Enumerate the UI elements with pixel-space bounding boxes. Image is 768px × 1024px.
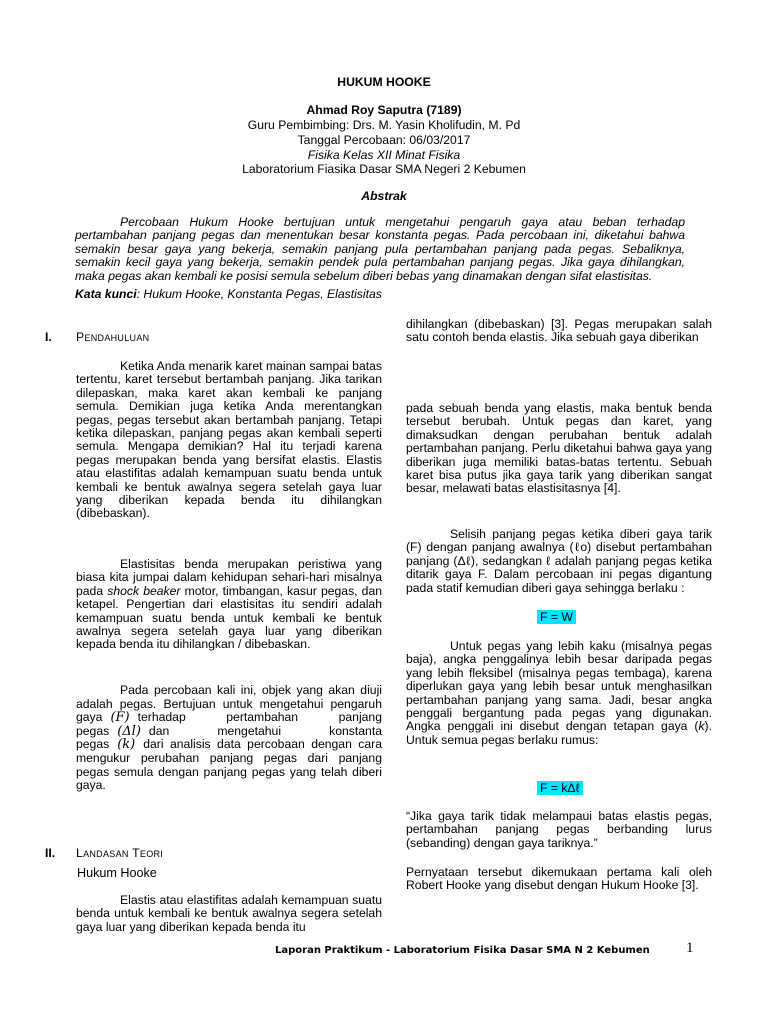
intro-p3-text-d: dari analisis data percobaan dengan cara mengukur perubahan panjang pegas dari panjang pegas semula dengan panjang pegas yang telah diberi gaya.: [76, 737, 382, 793]
keywords-line: [75, 288, 685, 301]
intro-paragraph-1: Ketika Anda menarik karet mainan sampai batas tertentu, karet tersebut bertambah panjang. Jika tarikan dilepaskan, maka karet akan kembali ke panjang semula. Demikian juga ketika Anda merentangkan pegas, pegas tersebut akan bertambah panjang. Tetapi ketika dilepaskan, panjang pegas akan kembali seperti semula. Mengapa demikian? Hal itu terjadi karena pegas merupakan benda yang bersifat elastis. Elastis atau elastifitas adalah kemampuan suatu benda untuk kembali ke bentuk awalnya segera setelah gaya luar yang diberikan kepada benda itu dihilangkan (dibebaskan).: [76, 359, 382, 521]
date-line: Tanggal Percobaan: 06/03/2017: [297, 133, 471, 147]
paper-title: HUKUM HOOKE: [337, 75, 431, 89]
equation-f-equals-w: [537, 610, 576, 624]
right-paragraph-3: Selisih panjang pegas ketika diberi gaya tarik (F) dengan panjang awalnya (ℓo) disebut pertambahan panjang (Δℓ), sedangkan ℓ adalah panjang pegas ketika ditarik gaya F. Dalam percobaan ini pegas digantung pada statif kemudian diberi gaya sehingga berlaku :: [406, 527, 712, 595]
intro-paragraph-2: [76, 558, 382, 652]
intro-paragraph-3: [76, 684, 382, 793]
hooke-quote: “Jika gaya tarik tidak melampaui batas elastis pegas, pertambahan panjang pegas berbanding lurus (sebanding) dengan gaya tariknya.”: [406, 809, 712, 850]
theory-paragraph-1: Elastis atau elastifitas adalah kemampuan suatu benda untuk kembali ke bentuk awalnya segera setelah gaya luar yang diberikan kepada benda itu: [76, 893, 382, 934]
intro-p2-text-a: Elastisitas benda merupakan peristiwa yang biasa kita jumpai dalam kehidupan sehari-hari misalnya pada: [76, 557, 382, 598]
symbol-delta-l: (Δl): [117, 723, 141, 739]
keywords-label: Kata kunci: [75, 287, 137, 301]
right-paragraph-5: Pernyataan tersebut dikemukaan pertama kali oleh Robert Hooke yang disebut dengan Hukum Hooke [3].: [406, 865, 712, 893]
keywords-text: : Hukum Hooke, Konstanta Pegas, Elastisitas: [136, 287, 382, 301]
symbol-k: (k): [117, 737, 136, 753]
symbol-force: (F): [110, 710, 130, 726]
intro-p3-text-c: dan mengetahui konstanta pegas: [76, 723, 382, 752]
section-1-title: Pendahuluan: [76, 330, 150, 344]
equation-hooke-law: [537, 781, 583, 795]
supervisor-line: Guru Pembimbing: Drs. M. Yasin Kholifudin, M. Pd: [247, 118, 521, 132]
abstract-heading: Abstrak: [361, 189, 407, 203]
right-paragraph-2: pada sebuah benda yang elastis, maka bentuk benda tersebut berubah. Untuk pegas dan karet, yang dimaksudkan dengan perubahan bentuk adalah pertambahan panjang. Perlu diketahui bahwa gaya yang diberikan juga memiliki batas-batas tertentu. Sebuah karet bisa putus jika gaya tarik yang diberikan sangat besar, melawati batas elastisitasnya [4].: [406, 401, 712, 496]
equation-highlight-1: F = W: [537, 610, 576, 624]
intro-p3-text-b: terhadap pertambahan panjang pegas: [76, 710, 382, 738]
class-line: Fisika Kelas XII Minat Fisika: [307, 148, 461, 162]
section-2-number: II.: [45, 846, 56, 860]
abstract-text: Percobaan Hukum Hooke bertujuan untuk mengetahui pengaruh gaya atau beban terhadap pertambahan panjang pegas dan menentukan besar konstanta pegas. Pada percobaan ini, diketahui bahwa semakin besar gaya yang bekerja, semakin panjang pula pertambahan panjang pada pegas. Sebaliknya, semakin kecil gaya yang bekerja, semakin pendek pula pertambahan panjang pegas. Jika gaya dihilangkan, maka pegas akan kembali ke posisi semula sebelum diberi bebas yang dinamakan dengan sifat elastisitas.: [75, 215, 685, 283]
right-p4-k: k: [698, 719, 705, 734]
intro-p2-emphasis: shock beaker: [107, 583, 181, 598]
section-2-title: Landasan Teori: [76, 846, 164, 860]
intro-p3-text-a: Pada percobaan kali ini, objek yang akan diuji adalah pegas. Bertujuan untuk mengetahui pengaruh gaya: [76, 683, 382, 725]
right-p4-text-b: ). Untuk semua pegas berlaku rumus:: [406, 719, 712, 747]
footer-text: Laporan Praktikum - Laboratorium Fisika Dasar SMA N 2 Kebumen: [275, 945, 650, 956]
author-line: Ahmad Roy Saputra (7189): [306, 103, 462, 117]
right-paragraph-1: dihilangkan (dibebaskan) [3]. Pegas merupakan salah satu contoh benda elastis. Jika sebuah gaya diberikan: [406, 317, 712, 345]
subheading-hukum-hooke: Hukum Hooke: [77, 866, 157, 880]
section-1-number: I.: [45, 330, 52, 344]
page-number: 1: [686, 940, 694, 956]
right-paragraph-4: [406, 640, 712, 747]
equation-highlight-2: F = kΔℓ: [537, 781, 583, 795]
intro-p2-text-b: motor, timbangan, kasur pegas, dan ketapel. Pengertian dari elastisitas itu sendiri adalah kemampuan suatu benda untuk kembali ke bentuk awalnya segera setelah gaya luar yang diberikan kepada benda itu dihilangkan / dibebaskan.: [76, 583, 383, 652]
lab-line: Laboratorium Fiasika Dasar SMA Negeri 2 Kebumen: [242, 162, 526, 176]
right-p4-text-a: Untuk pegas yang lebih kaku (misalnya pegas baja), angka penggalinya lebih besar daripada pegas yang lebih fleksibel (misalnya pegas tembaga), karena diperlukan gaya yang lebih besar untuk menghasilkan pertambahan panjang yang sama. Jadi, besar angka penggali bergantung pada pegas yang digunakan. Angka penggali ini disebut dengan tetapan gaya (: [406, 639, 712, 734]
